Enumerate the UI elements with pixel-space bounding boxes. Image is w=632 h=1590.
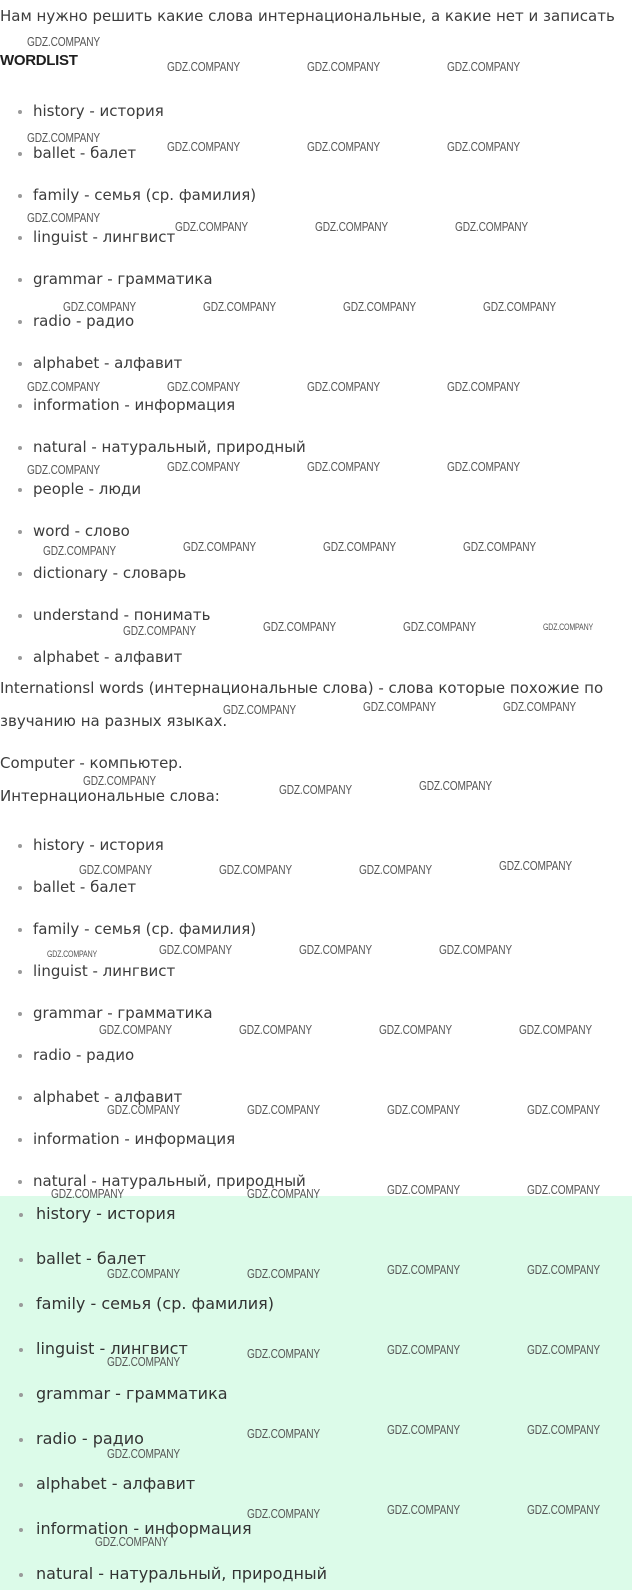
- watermark: GDZ.COMPANY: [107, 1266, 181, 1281]
- watermark: GDZ.COMPANY: [299, 942, 373, 957]
- list-item: alphabet - алфавит: [33, 1088, 183, 1106]
- watermark: GDZ.COMPANY: [107, 1102, 181, 1117]
- watermark: GDZ.COMPANY: [379, 1022, 453, 1037]
- watermark: GDZ.COMPANY: [27, 462, 101, 477]
- list-item: information - информация: [36, 1519, 252, 1538]
- watermark: GDZ.COMPANY: [543, 622, 594, 632]
- list-item: natural - натуральный, природный: [36, 1564, 327, 1583]
- watermark: GDZ.COMPANY: [79, 862, 153, 877]
- watermark: GDZ.COMPANY: [387, 1422, 461, 1437]
- watermark: GDZ.COMPANY: [27, 210, 101, 225]
- watermark: GDZ.COMPANY: [263, 619, 337, 634]
- list-item: natural - натуральный, природный: [33, 1172, 306, 1190]
- list-item: alphabet - алфавит: [33, 354, 183, 372]
- list-item: grammar - грамматика: [33, 1004, 213, 1022]
- watermark: GDZ.COMPANY: [83, 773, 157, 788]
- list-item: ballet - балет: [33, 878, 137, 896]
- watermark: GDZ.COMPANY: [183, 539, 257, 554]
- watermark: GDZ.COMPANY: [159, 942, 233, 957]
- watermark: GDZ.COMPANY: [219, 862, 293, 877]
- watermark: GDZ.COMPANY: [27, 34, 101, 49]
- watermark: GDZ.COMPANY: [167, 59, 241, 74]
- watermark: GDZ.COMPANY: [387, 1182, 461, 1197]
- list-item: ballet - балет: [36, 1249, 146, 1268]
- watermark: GDZ.COMPANY: [527, 1502, 601, 1517]
- watermark: GDZ.COMPANY: [43, 543, 117, 558]
- list-item: dictionary - словарь: [33, 564, 187, 582]
- watermark: GDZ.COMPANY: [167, 459, 241, 474]
- definition-line-2: звучанию на разных языках.: [0, 712, 228, 730]
- watermark: GDZ.COMPANY: [499, 858, 573, 873]
- list-item: radio - радио: [33, 312, 135, 330]
- list-item: family - семья (ср. фамилия): [33, 186, 257, 204]
- international-heading: Интернациональные слова:: [0, 787, 220, 805]
- watermark: GDZ.COMPANY: [363, 699, 437, 714]
- list-item: history - история: [33, 102, 164, 120]
- watermark: GDZ.COMPANY: [527, 1262, 601, 1277]
- watermark: GDZ.COMPANY: [519, 1022, 593, 1037]
- watermark: GDZ.COMPANY: [419, 778, 493, 793]
- watermark: GDZ.COMPANY: [307, 459, 381, 474]
- list-item: information - информация: [33, 396, 236, 414]
- wordlist-heading: WORDLIST: [0, 52, 78, 69]
- list-item: history - история: [36, 1204, 176, 1223]
- list-item: family - семья (ср. фамилия): [33, 920, 257, 938]
- list-item: history - история: [33, 836, 164, 854]
- watermark: GDZ.COMPANY: [387, 1262, 461, 1277]
- watermark: GDZ.COMPANY: [387, 1502, 461, 1517]
- watermark: GDZ.COMPANY: [247, 1266, 321, 1281]
- watermark: GDZ.COMPANY: [203, 299, 277, 314]
- list-item: linguist - лингвист: [36, 1339, 188, 1358]
- list-item: word - слово: [33, 522, 130, 540]
- list-item: grammar - грамматика: [36, 1384, 228, 1403]
- watermark: GDZ.COMPANY: [247, 1186, 321, 1201]
- watermark: GDZ.COMPANY: [387, 1342, 461, 1357]
- watermark: GDZ.COMPANY: [223, 702, 297, 717]
- watermark: GDZ.COMPANY: [63, 299, 137, 314]
- list-item: linguist - лингвист: [33, 962, 176, 980]
- watermark: GDZ.COMPANY: [527, 1102, 601, 1117]
- watermark: GDZ.COMPANY: [95, 1534, 169, 1549]
- watermark: GDZ.COMPANY: [27, 130, 101, 145]
- watermark: GDZ.COMPANY: [483, 299, 557, 314]
- list-item: natural - натуральный, природный: [33, 438, 306, 456]
- watermark: GDZ.COMPANY: [247, 1426, 321, 1441]
- watermark: GDZ.COMPANY: [107, 1354, 181, 1369]
- watermark: GDZ.COMPANY: [247, 1346, 321, 1361]
- watermark: GDZ.COMPANY: [403, 619, 477, 634]
- list-item: alphabet - алфавит: [36, 1474, 196, 1493]
- watermark: GDZ.COMPANY: [463, 539, 537, 554]
- watermark: GDZ.COMPANY: [99, 1022, 173, 1037]
- watermark: GDZ.COMPANY: [503, 699, 577, 714]
- example-text: Computer - компьютер.: [0, 754, 183, 772]
- watermark: GDZ.COMPANY: [387, 1102, 461, 1117]
- list-item: radio - радио: [36, 1429, 144, 1448]
- answer-box: [0, 1196, 632, 1590]
- watermark: GDZ.COMPANY: [447, 139, 521, 154]
- watermark: GDZ.COMPANY: [323, 539, 397, 554]
- watermark: GDZ.COMPANY: [27, 379, 101, 394]
- watermark: GDZ.COMPANY: [527, 1422, 601, 1437]
- definition-line-1: Internationsl words (интернациональные слова) - слова которые похожие по: [0, 679, 604, 697]
- watermark: GDZ.COMPANY: [47, 949, 98, 959]
- list-item: information - информация: [33, 1130, 236, 1148]
- watermark: GDZ.COMPANY: [167, 379, 241, 394]
- watermark: GDZ.COMPANY: [175, 219, 249, 234]
- list-item: alphabet - алфавит: [33, 648, 183, 666]
- watermark: GDZ.COMPANY: [447, 379, 521, 394]
- watermark: GDZ.COMPANY: [447, 59, 521, 74]
- watermark: GDZ.COMPANY: [123, 623, 197, 638]
- watermark: GDZ.COMPANY: [359, 862, 433, 877]
- watermark: GDZ.COMPANY: [51, 1186, 125, 1201]
- watermark: GDZ.COMPANY: [315, 219, 389, 234]
- list-item: people - люди: [33, 480, 142, 498]
- watermark: GDZ.COMPANY: [307, 379, 381, 394]
- list-item: ballet - балет: [33, 144, 137, 162]
- watermark: GDZ.COMPANY: [247, 1102, 321, 1117]
- watermark: GDZ.COMPANY: [439, 942, 513, 957]
- watermark: GDZ.COMPANY: [239, 1022, 313, 1037]
- list-item: family - семья (ср. фамилия): [36, 1294, 274, 1313]
- list-item: understand - понимать: [33, 606, 211, 624]
- intro-text: Нам нужно решить какие слова интернациональные, а какие нет и записать: [0, 7, 615, 25]
- watermark: GDZ.COMPANY: [343, 299, 417, 314]
- watermark: GDZ.COMPANY: [447, 459, 521, 474]
- list-item: linguist - лингвист: [33, 228, 176, 246]
- watermark: GDZ.COMPANY: [307, 59, 381, 74]
- watermark: GDZ.COMPANY: [307, 139, 381, 154]
- watermark: GDZ.COMPANY: [527, 1182, 601, 1197]
- watermark: GDZ.COMPANY: [167, 139, 241, 154]
- watermark: GDZ.COMPANY: [279, 782, 353, 797]
- watermark: GDZ.COMPANY: [107, 1446, 181, 1461]
- watermark: GDZ.COMPANY: [247, 1506, 321, 1521]
- watermark: GDZ.COMPANY: [527, 1342, 601, 1357]
- list-item: grammar - грамматика: [33, 270, 213, 288]
- watermark: GDZ.COMPANY: [455, 219, 529, 234]
- list-item: radio - радио: [33, 1046, 135, 1064]
